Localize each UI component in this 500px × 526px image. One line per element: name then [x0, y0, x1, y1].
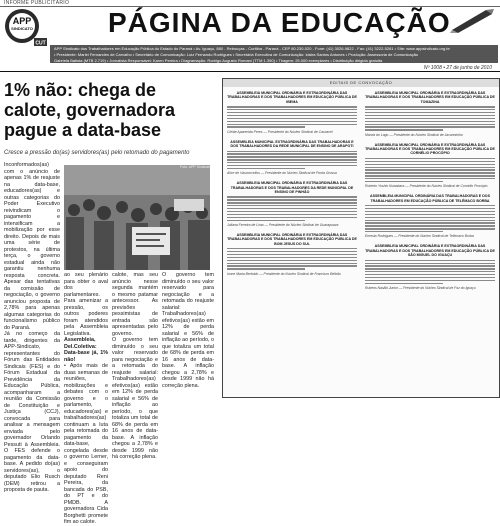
article-col1b-text: Já no começo da tarde, dirigentes da APP-Sindicato, representantes do Fórum das Entidades Sindicais (FES) e do Fórum Estadual da Previdência da Educação Pública, acompanharam a reunião da Comissão de Constituição e Justiça (CCJ), convocada para analisar a mensagem enviada pelo governador Orlando Pessuti à Assembleia. O FES defende o pagamento da data-base. A pedido do(as) servidores(as), o deputado Elio Rusch (DEM) retirou a proposta de pauta. [4, 331, 60, 493]
article-col3b-text: O governo tem diminuído o seu valor reservado para negociação e a retomada do reajuste salarial: Trabalhadores(as) efetivos(as) estão em 12% de perda salarial e 56% de inflação ao período, o que totaliza um total de 68% de perda em 16 anos de data-base. A inflação chegou a 2,78% e desde 1999 não há correção plena. [112, 337, 158, 460]
edital-notice [227, 140, 357, 175]
edital-notice [365, 194, 495, 238]
edital-notice-signature: Roberto Yoshio Kuwabara — Presidente do Núcleo Sindical de Cornélio Procópio [365, 184, 488, 189]
masthead-info-bar [50, 45, 498, 63]
edital-notice-title: ASSEMBLEIA MUNICIPAL ORDINÁRIA E EXTRAORDINÁRIA DAS TRABALHADORAS E DOS TRABALHADORES EM EDUCAÇÃO PÚBLICA DE SÃO MIGUEL DO IGUAÇU [365, 244, 495, 258]
article-column-4 [162, 272, 214, 396]
info-line-1: APP Sindicato dos Trabalhadores em Educação Pública do Estado do Paraná • Av. Iguaçu, 880 - Rebouças - Curitiba - Paraná - CEP 80.230-020 - Fone: (41) 3026-9822 - Fax: (41) 3222-5261 • Site: www.appsindicato.org.br [54, 46, 450, 51]
edital-notice-body [227, 151, 357, 170]
pen-icon [448, 6, 496, 34]
article-col4-text: O governo tem diminuído o seu valor reservado para negociação e a retomada do reajuste salarial: Trabalhadores(as) efetivos(as) estão em 12% de perda salarial e 56% de inflação ao período, o que totaliza um total de 68% de perda em 16 anos de data-base. A inflação chegou a 2,78% e desde 1999 não há correção plena. [162, 272, 214, 389]
edital-notice-title: ASSEMBLEIA MUNICIPAL ORDINÁRIA E EXTRAORDINÁRIA DAS TRABALHADORAS E DOS TRABALHADORES EM EDUCAÇÃO PÚBLICA DE BOM JESUS DO SUL [227, 232, 357, 246]
edital-notice-signature: Rubens Nasilbi Junior — Presidente do Núcleo Sindical de Foz do Iguaçu [365, 286, 476, 291]
edital-notice-title: ASSEMBLEIA MUNICIPAL ORDINÁRIA E EXTRAORDINÁRIA DAS TRABALHADORAS E DOS TRABALHADORES EM EDUCAÇÃO PÚBLICA DE CORNÉLIO PROCÓPIO [365, 142, 495, 156]
edital-notice-body [227, 106, 357, 128]
edital-notice-title: ASSEMBLEIA MUNICIPAL ORDINÁRIA E EXTRAORDINÁRIA DAS TRABALHADORAS E DOS TRABALHADORES EM EDUCAÇÃO PÚBLICA DE TOMAZINA [365, 91, 495, 104]
article-column-1 [4, 162, 60, 493]
edital-notice-signature: Ivone Maria Bertoldo — Presidente do Núcleo Sindical de Francisco Beltrão [227, 271, 341, 276]
article-col3-text: calote, mas seu anúncio nesse segunda mantém o mesmo patamar antecessor. As previsões pessimistas de entrada são apresentadas pelo governo. [112, 272, 158, 337]
article-column-3 [112, 272, 158, 460]
edital-notice-body [365, 158, 495, 182]
edital-notice-signature: Alice de Vasconcellos — Presidente do Núcleo Sindical de Ponta Grossa [227, 171, 337, 176]
photo-credit: Foto: APP Sindicato [180, 165, 212, 169]
article-col2-text: ao seu plenário para obter o aval dos parlamentares. Para amenizar a pressão, os outros poderes foram atendidos pela Assembleia Legislativa. [64, 272, 108, 337]
article-headline: 1% não: chega de calote, governadora pague a data-base [4, 80, 176, 140]
edital-notice-body [365, 205, 495, 232]
edital-notice-title: ASSEMBLEIA MUNICIPAL ORDINÁRIA DAS TRABALHADORAS E DOS TRABALHADORES EM EDUCAÇÃO PÚBLICA DE TELÊMACO BORBA [370, 194, 490, 203]
article-subhead: Cresce a pressão do(as) servidores(as) pelo retomado do pagamento [4, 150, 190, 156]
protest-photo-image [64, 165, 210, 270]
edital-notice-title: ASSEMBLEIA MUNICIPAL ORDINÁRIA E EXTRAORDINÁRIA DAS TRABALHADORAS E DOS TRABALHADORES EM EDUCAÇÃO PÚBLICA DE IBEMA [227, 91, 357, 104]
edital-notice [365, 91, 495, 137]
edital-box [222, 78, 500, 398]
info-line-3: Gabriela Batista (MTB 2.719) • Jornalista Responsável: Karen Pereira • Diagramação: Rodrigo Augusto Romani (TTM 1.390) • Tiragem: 25.000 exemplares • Distribuição dirigida gratuita [54, 57, 383, 63]
article-col2b-text: • Após mais de duas semanas de reuniões, mobilizações e debates com o governo e o parlamento, educadores(as) e trabalhadores(as) continuam a luta pela retomada do pagamento da data-base, congelada desde o governo Lerner, e conseguiram apoio do deputado Reni Pereira, da bancada do PSB, do PT e do PMDB. A governadora Cida Borghetti promete fim ao calote. [64, 363, 108, 525]
edital-notice-body [227, 248, 357, 270]
informe-publicitario-label: INFORME PUBLICITÁRIO [4, 0, 70, 6]
edital-notice [365, 143, 495, 189]
article-col2-subhead: Assembleia, Del.Coletiva: Data-base já, 1% não! [64, 337, 108, 363]
edital-notice [365, 244, 495, 290]
edital-column-left [227, 91, 357, 282]
edital-notice-signature: Márcia do Lago — Presidente do Núcleo Sindical de Jacarezinho [365, 132, 463, 137]
edital-notice [227, 181, 357, 227]
edital-notice-body [227, 196, 357, 220]
svg-text:CUT: CUT [35, 40, 46, 47]
edital-notice-title: ASSEMBLEIA MUNICIPAL ORDINÁRIA E EXTRAORDINÁRIA DAS TRABALHADORAS E DOS TRABALHADORES DA REDE MUNICIPAL DE ENSINO DE PINHÃO [230, 181, 354, 195]
protest-photo [64, 165, 210, 270]
app-sindicato-logo [4, 8, 48, 48]
issue-number: Nº 1008 • 27 de junho de 2010 [423, 65, 492, 71]
edital-notice-body [365, 106, 495, 130]
edital-notice-body [365, 260, 495, 284]
article-col1-text: Inconformados(as) com o anúncio de apenas 1% de reajuste na data-base, educadores(as) e outras categorias do Poder Executivo reivindicam o pagamento e intensificam a mobilização por esse direito. Depois de mais uma série de protestos, na última terça, o governo estadual ainda não garantiu nenhuma resposta concreta. Apesar das tentativas da comissão de negociação, o governo anunciou proposta de 2,78% para apenas algumas categorias do funcionalismo público do Paraná. [4, 162, 60, 331]
edital-notice-signature: Ernesto Rodrigues — Presidente do Núcleo Sindical de Telêmaco Borba [365, 234, 474, 239]
svg-text:SINDICATO: SINDICATO [11, 26, 33, 31]
edital-notice-signature: Cleide Aparecida Peres — Presidente do Núcleo Sindical de Cascavel [227, 129, 333, 134]
section-rule [0, 71, 500, 72]
article-column-2 [64, 272, 108, 525]
edital-notice [227, 91, 357, 134]
info-line-2: • Presidente: Marlei Fernandes de Carvalho • Secretário de Comunicação: Luiz Fernando Rodrigues • Secretária Executiva de Comunicação: Idaira Santos Antunes • Produção: Assessoria de Comunicação [54, 52, 419, 57]
masthead-title: PÁGINA DA EDUCAÇÃO [108, 7, 451, 38]
edital-header: EDITAIS DE CONVOCAÇÃO [223, 79, 499, 87]
edital-notice-signature: Juliana Ferreira de Lima — Presidente do Núcleo Sindical de Guarapuava [227, 222, 339, 227]
edital-notice [227, 233, 357, 276]
edital-notice-title: ASSEMBLEIA MUNICIPAL EXTRAORDINÁRIA DAS TRABALHADORAS E DOS TRABALHADORES DA REDE MUNICIPAL DE ENSINO DE ARAPOTI [230, 139, 354, 149]
svg-text:APP: APP [12, 16, 32, 26]
edital-column-right [365, 91, 495, 296]
